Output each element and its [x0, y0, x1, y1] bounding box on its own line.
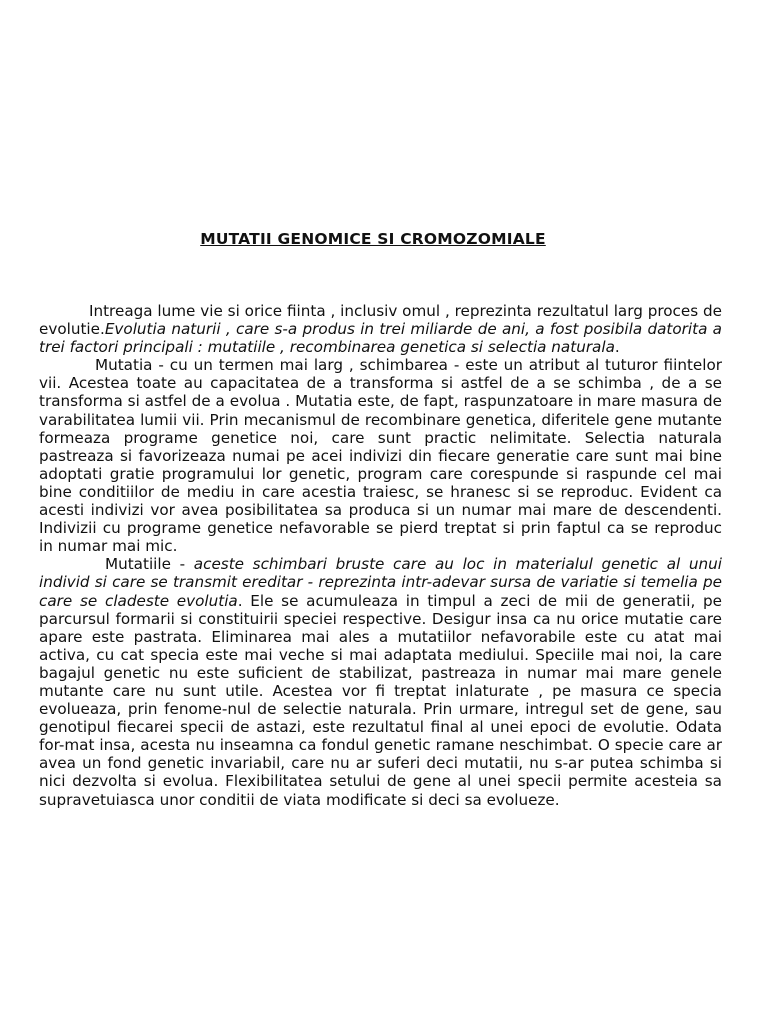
paragraph-mutatiile [39, 555, 722, 808]
document-body [39, 302, 722, 809]
paragraph-mutatiile-lead: Mutatiile - [105, 555, 194, 574]
paragraph-mutatiile-text: . Ele se acumuleaza in timpul a zeci de mii de generatii, pe parcursul formarii si constituirii speciei respective. Desigur insa ca nu orice mutatie care apare este pastrata. Eliminarea mai ales a mutatiilor nefavorabile este cu atat mai activa, cu cat specia este mai veche si mai adaptata mediului. Speciile mai noi, la care bagajul genetic nu este suficient de stabilizat, pastreaza in numar mai mare genele mutante care nu sunt utile. Acestea vor fi treptat inlaturate , pe masura ce specia evolueaza, prin fenome-nul de selectie naturala. Prin urmare, intregul set de gene, sau genotipul fiecarei specii de astazi, este rezultatul final al unei epoci de evolutie. Odata for-mat insa, acesta nu inseamna ca fondul genetic ramane neschimbat. O specie care ar avea un fond genetic invariabil, care nu ar suferi deci mutatii, nu s-ar putea schimba si nici dezvolta si evolua. Flexibilitatea setului de gene al unei specii permite acesteia sa supravetuiasca unor conditii de viata modificate si deci sa evolueze. [39, 591, 722, 809]
paragraph-intro-end: . [614, 338, 620, 357]
paragraph-intro-text: Intreaga lume vie si orice fiinta , inclusiv omul , reprezinta rezultatul larg proces de evolutie. [39, 302, 722, 339]
paragraph-intro [39, 302, 722, 356]
paragraph-intro-italic: Evolutia naturii , care s-a produs in trei miliarde de ani, a fost posibila datorita a trei factori principali : mutatiile , recombinarea genetica si selectia naturala [39, 320, 722, 357]
paragraph-mutatiile-italic: aceste schimbari bruste care au loc in materialul genetic al unui individ si care se transmit ereditar - reprezinta intr-adevar sursa de variatie si temelia pe care se cladeste evolutia [39, 555, 722, 610]
paragraph-mutatia: Mutatia - cu un termen mai larg , schimbarea - este un atribut al tuturor fiintelor vii. Acestea toate au capacitatea de a transforma si astfel de a se schimba , de a se transforma si astfel de a evolua . Mutatia este, de fapt, raspunzatoare in mare masura de varabilitatea lumii vii. Prin mecanismul de recombinare genetica, diferitele gene mutante formeaza programe genetice noi, care sunt practic nelimitate. Selectia naturala pastreaza si favorizeaza numai pe acei indivizi din fiecare generatie care sunt mai bine adoptati gratie programului lor genetic, program care corespunde si raspunde cel mai bine conditiilor de mediu in care acestia traiesc, se hranesc si se reproduc. Evident ca acesti indivizi vor avea posibilitatea sa produca si un numar mai mare de descendenti. Indivizii cu programe genetice nefavorable se pierd treptat si prin faptul ca se reproduc in numar mai mic. [39, 356, 722, 556]
document-title: MUTATII GENOMICE SI CROMOZOMIALE [200, 230, 546, 248]
